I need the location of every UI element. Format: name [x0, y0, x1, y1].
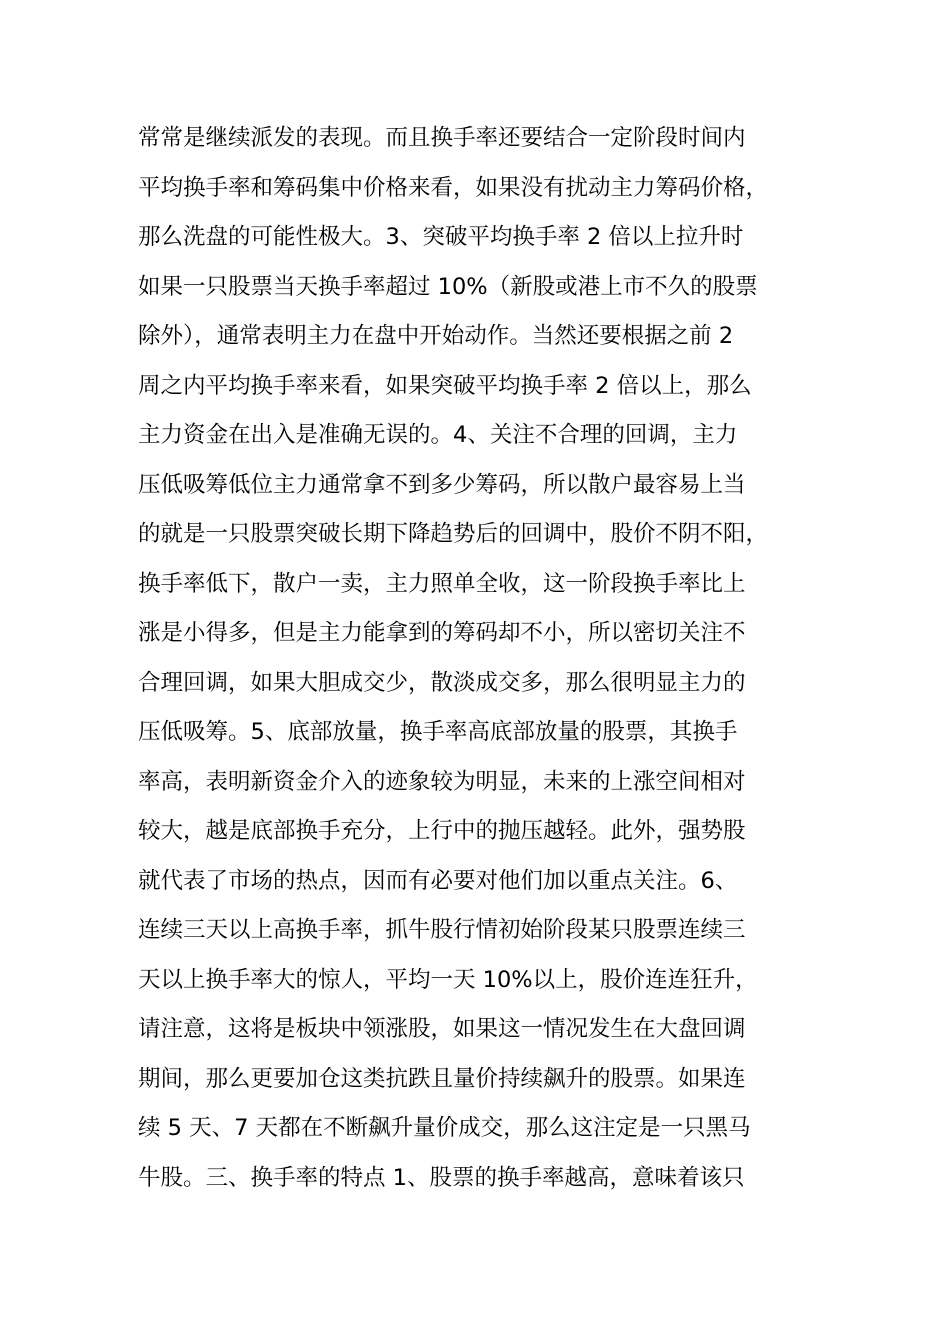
text-line: 续 5 天、7 天都在不断飙升量价成交，那么这注定是一只黑马 — [138, 1115, 751, 1141]
text-line: 平均换手率和筹码集中价格来看，如果没有扰动主力筹码价格， — [138, 174, 769, 201]
text-line: 涨是小得多，但是主力能拿到的筹码却不小，所以密切关注不 — [138, 620, 746, 646]
text-line: 合理回调，如果大胆成交少，散淡成交多，那么很明显主力的 — [138, 669, 746, 696]
text-line: 换手率低下，散户一卖，主力照单全收，这一阶段换手率比上 — [138, 570, 746, 597]
text-line: 如果一只股票当天换手率超过 10%（新股或港上市不久的股票 — [138, 273, 758, 300]
text-line: 的就是一只股票突破长期下降趋势后的回调中，股价不阴不阳， — [138, 521, 769, 547]
text-line: 请注意，这将是板块中领涨股，如果这一情况发生在大盘回调 — [138, 1016, 746, 1042]
text-line: 周之内平均换手率来看，如果突破平均换手率 2 倍以上，那么 — [138, 372, 752, 399]
text-line: 主力资金在出入是准确无误的。4、关注不合理的回调，主力 — [138, 422, 738, 448]
text-line: 较大，越是底部换手充分，上行中的抛压越轻。此外，强势股 — [138, 818, 746, 844]
text-line: 就代表了市场的热点，因而有必要对他们加以重点关注。6、 — [138, 867, 738, 894]
text-line: 天以上换手率大的惊人，平均一天 10%以上，股价连连狂升， — [138, 966, 758, 993]
body-text — [138, 114, 828, 1203]
text-line: 常常是继续派发的表现。而且换手率还要结合一定阶段时间内 — [138, 125, 746, 151]
text-line: 压低吸筹低位主力通常拿不到多少筹码，所以散户最容易上当 — [138, 471, 746, 498]
text-line: 牛股。三、换手率的特点 1、股票的换手率越高，意味着该只 — [138, 1164, 745, 1191]
text-line: 那么洗盘的可能性极大。3、突破平均换手率 2 倍以上拉升时 — [138, 224, 744, 250]
text-line: 连续三天以上高换手率，抓牛股行情初始阶段某只股票连续三 — [138, 917, 746, 943]
text-line: 期间，那么更要加仓这类抗跌且量价持续飙升的股票。如果连 — [138, 1065, 746, 1092]
text-line: 除外），通常表明主力在盘中开始动作。当然还要根据之前 2 — [138, 323, 734, 349]
text-line: 率高，表明新资金介入的迹象较为明显，未来的上涨空间相对 — [138, 768, 746, 795]
text-line: 压低吸筹。5、底部放量，换手率高底部放量的股票，其换手 — [138, 719, 738, 745]
